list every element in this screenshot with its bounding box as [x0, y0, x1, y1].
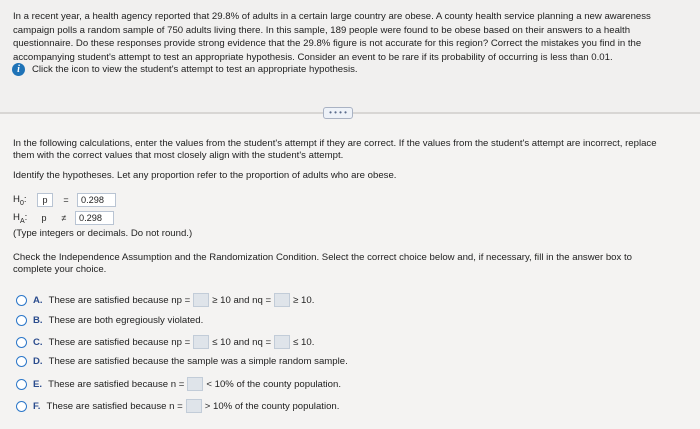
h0-param-select[interactable]: p: [37, 193, 53, 207]
h0-symbol-select[interactable]: =: [63, 195, 69, 205]
n-input-e[interactable]: [187, 377, 203, 391]
ha-row: [13, 211, 114, 225]
instructions: In the following calculations, enter the values from the student's attempt if they are correct. If the values from the student's attempt are incorrect, replace them with the correct values that most closely align with the student's attempt.: [13, 138, 657, 161]
more-button[interactable]: • • • •: [323, 107, 353, 119]
problem-panel: [0, 0, 700, 113]
h0-row: [13, 193, 116, 207]
np-input-a[interactable]: [193, 293, 209, 307]
choice-b[interactable]: B. These are both egregiously violated.: [16, 315, 203, 326]
n-input-f[interactable]: [186, 399, 202, 413]
choice-c[interactable]: C. These are satisfied because np = ≤ 10 and nq = ≤ 10.: [16, 335, 314, 349]
choice-f[interactable]: F. These are satisfied because n = > 10% of the county population.: [16, 399, 339, 413]
radio-b[interactable]: [16, 315, 27, 326]
choice-e[interactable]: E. These are satisfied because n = < 10% of the county population.: [16, 377, 341, 391]
radio-e[interactable]: [16, 379, 27, 390]
hypotheses-note: (Type integers or decimals. Do not round.): [13, 228, 193, 239]
radio-c[interactable]: [16, 337, 27, 348]
ha-symbol-select[interactable]: ≠: [61, 213, 67, 223]
np-input-c[interactable]: [193, 335, 209, 349]
radio-f[interactable]: [16, 401, 27, 412]
choice-a[interactable]: A. These are satisfied because np = ≥ 10 and nq = ≥ 10.: [16, 293, 314, 307]
choice-d[interactable]: D. These are satisfied because the sample was a simple random sample.: [16, 356, 348, 367]
h0-label: $H_0$:: [13, 193, 27, 207]
radio-d[interactable]: [16, 356, 27, 367]
ha-param-select[interactable]: p: [41, 213, 47, 223]
ha-value-input[interactable]: 0.298: [75, 211, 114, 225]
info-icon[interactable]: i: [12, 63, 25, 76]
hypotheses-prompt: Identify the hypotheses. Let any proportion refer to the proportion of adults who are obese.: [13, 170, 397, 181]
nq-input-a[interactable]: [274, 293, 290, 307]
ha-label: $H_A$:: [13, 211, 28, 225]
nq-input-c[interactable]: [274, 335, 290, 349]
radio-a[interactable]: [16, 295, 27, 306]
info-link-text[interactable]: Click the icon to view the student's attempt to test an appropriate hypothesis.: [32, 64, 358, 75]
h0-value-input[interactable]: 0.298: [77, 193, 116, 207]
conditions-prompt: Check the Independence Assumption and the Randomization Condition. Select the correct choice below and, if necessary, fill in the answer box to complete your choice.: [13, 252, 632, 275]
info-link-row[interactable]: [12, 63, 358, 76]
problem-text: In a recent year, a health agency reported that 29.8% of adults in a certain large country are obese. A county health service planning a new awareness campaign polls a random sample of 750 adults living there. In this sample, 189 people were found to be obese based on their answers to a health questionnaire. Do these responses provide strong evidence that the 29.8% figure is not accurate for this region? Correct the mistakes you find in the accompanying student's attempt to test an appropriate hypothesis. Consider an event to be rare if its probability of occurring is less than 0.01.: [13, 11, 651, 63]
